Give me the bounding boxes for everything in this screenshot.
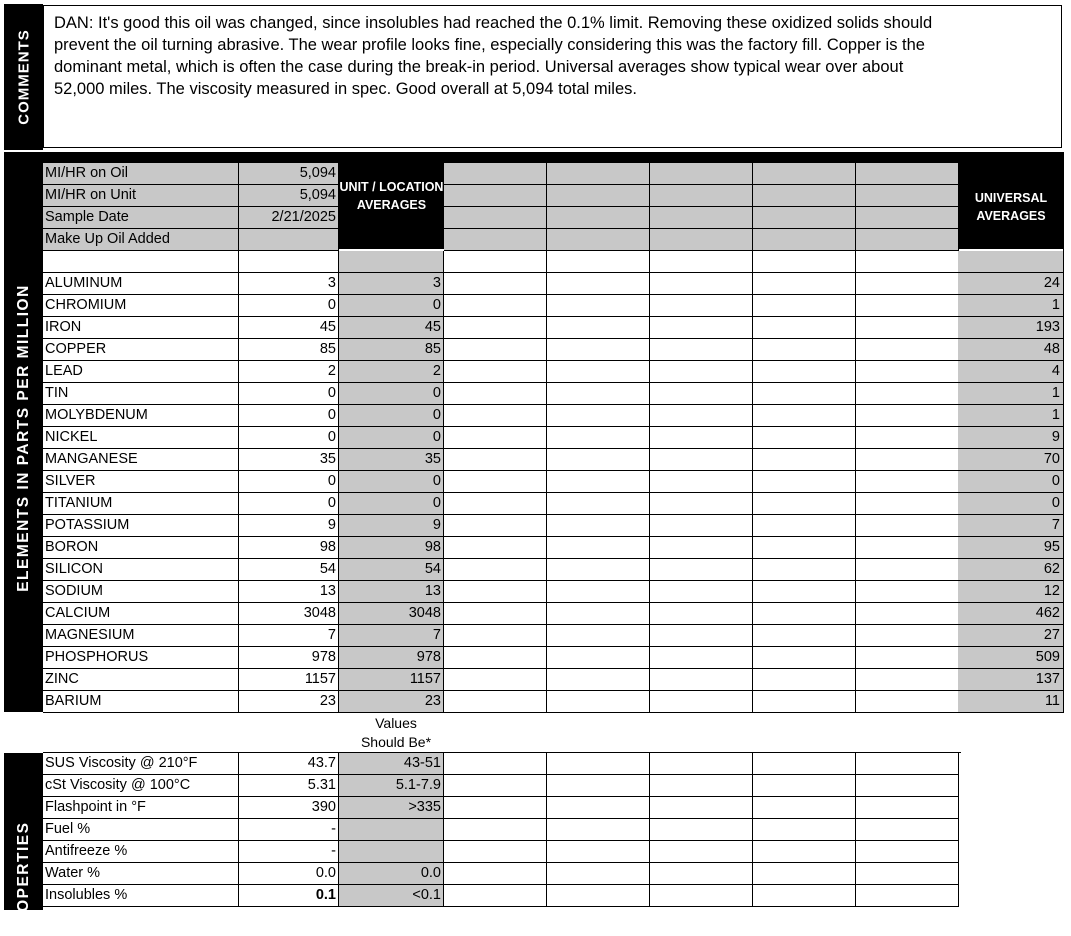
element-universal-average: 193 <box>958 317 1064 339</box>
empty-cell <box>753 775 856 797</box>
empty-cell <box>753 449 856 471</box>
empty-cell <box>753 537 856 559</box>
empty-cell <box>547 163 650 185</box>
empty-cell <box>444 515 547 537</box>
property-name: Antifreeze % <box>43 841 239 863</box>
element-name: SILICON <box>43 559 239 581</box>
empty-cell <box>444 317 547 339</box>
element-name: ZINC <box>43 669 239 691</box>
element-average: 0 <box>339 471 444 493</box>
element-value: 35 <box>239 449 339 471</box>
empty-cell <box>753 515 856 537</box>
empty-cell <box>753 559 856 581</box>
empty-cell <box>753 229 856 251</box>
element-universal-average: 7 <box>958 515 1064 537</box>
empty-cell <box>547 317 650 339</box>
element-name: MANGANESE <box>43 449 239 471</box>
element-universal-average: 0 <box>958 471 1064 493</box>
empty-cell <box>650 449 753 471</box>
element-name: MAGNESIUM <box>43 625 239 647</box>
element-universal-average: 62 <box>958 559 1064 581</box>
empty-cell <box>444 603 547 625</box>
element-universal-average: 462 <box>958 603 1064 625</box>
empty-cell <box>753 405 856 427</box>
empty-cell <box>650 427 753 449</box>
empty-cell <box>444 797 547 819</box>
element-name: MOLYBDENUM <box>43 405 239 427</box>
property-name: Water % <box>43 863 239 885</box>
empty-cell <box>753 383 856 405</box>
element-universal-average: 1 <box>958 405 1064 427</box>
empty-cell <box>547 775 650 797</box>
empty-cell <box>958 251 1064 273</box>
empty-cell <box>856 647 959 669</box>
property-spec <box>339 841 444 863</box>
element-value: 45 <box>239 317 339 339</box>
empty-cell <box>650 471 753 493</box>
empty-cell <box>856 691 959 713</box>
values-header-line1: Values <box>375 715 417 731</box>
values-header-line2: Should Be* <box>360 734 432 750</box>
empty-cell <box>444 863 547 885</box>
empty-cell <box>856 515 959 537</box>
element-name: TITANIUM <box>43 493 239 515</box>
empty-cell <box>547 691 650 713</box>
element-average: 0 <box>339 295 444 317</box>
empty-cell <box>444 361 547 383</box>
empty-cell <box>856 339 959 361</box>
element-average: 85 <box>339 339 444 361</box>
element-value: 9 <box>239 515 339 537</box>
element-average: 45 <box>339 317 444 339</box>
empty-cell <box>547 603 650 625</box>
empty-cell <box>547 537 650 559</box>
empty-cell <box>444 841 547 863</box>
property-spec: 0.0 <box>339 863 444 885</box>
empty-cell <box>444 229 547 251</box>
empty-cell <box>444 339 547 361</box>
empty-cell <box>547 797 650 819</box>
element-universal-average: 11 <box>958 691 1064 713</box>
empty-cell <box>856 207 959 229</box>
empty-cell <box>650 625 753 647</box>
empty-cell <box>547 863 650 885</box>
empty-cell <box>650 841 753 863</box>
property-value: - <box>239 841 339 863</box>
empty-cell <box>444 885 547 907</box>
empty-cell <box>547 471 650 493</box>
info-value: 5,094 <box>239 185 339 207</box>
empty-cell <box>650 295 753 317</box>
property-name: Fuel % <box>43 819 239 841</box>
element-average: 23 <box>339 691 444 713</box>
empty-cell <box>650 207 753 229</box>
empty-cell <box>444 273 547 295</box>
empty-cell <box>753 841 856 863</box>
element-value: 0 <box>239 427 339 449</box>
empty-cell <box>856 383 959 405</box>
empty-cell <box>650 669 753 691</box>
empty-cell <box>650 753 753 775</box>
info-label: MI/HR on Oil <box>43 163 239 185</box>
empty-cell <box>650 775 753 797</box>
info-label: Make Up Oil Added <box>43 229 239 251</box>
element-name: BARIUM <box>43 691 239 713</box>
universal-averages-title: UNIVERSAL AVERAGES <box>974 191 1048 223</box>
element-name: COPPER <box>43 339 239 361</box>
element-name: CALCIUM <box>43 603 239 625</box>
empty-cell <box>444 819 547 841</box>
empty-cell <box>650 229 753 251</box>
empty-cell <box>547 515 650 537</box>
empty-cell <box>856 427 959 449</box>
empty-cell <box>753 361 856 383</box>
empty-cell <box>239 251 339 273</box>
empty-cell <box>753 163 856 185</box>
property-spec <box>339 819 444 841</box>
element-universal-average: 48 <box>958 339 1064 361</box>
empty-cell <box>856 753 959 775</box>
element-average: 0 <box>339 493 444 515</box>
property-name: Flashpoint in °F <box>43 797 239 819</box>
element-average: 13 <box>339 581 444 603</box>
info-row <box>43 207 1064 229</box>
element-value: 3048 <box>239 603 339 625</box>
info-label: MI/HR on Unit <box>43 185 239 207</box>
elements-label: ELEMENTS IN PARTS PER MILLION <box>14 283 32 592</box>
empty-cell <box>444 559 547 581</box>
empty-cell <box>650 603 753 625</box>
empty-cell <box>753 647 856 669</box>
element-name: PHOSPHORUS <box>43 647 239 669</box>
element-value: 7 <box>239 625 339 647</box>
comments-sidebar <box>4 4 43 150</box>
empty-cell <box>650 163 753 185</box>
element-name: SODIUM <box>43 581 239 603</box>
property-value: 0.0 <box>239 863 339 885</box>
element-universal-average: 509 <box>958 647 1064 669</box>
empty-cell <box>547 625 650 647</box>
empty-cell <box>650 273 753 295</box>
info-row <box>43 185 1064 207</box>
empty-cell <box>650 383 753 405</box>
empty-cell <box>856 295 959 317</box>
empty-cell <box>753 251 856 273</box>
empty-cell <box>547 273 650 295</box>
element-universal-average: 24 <box>958 273 1064 295</box>
empty-cell <box>650 537 753 559</box>
empty-cell <box>753 819 856 841</box>
property-name: SUS Viscosity @ 210°F <box>43 753 239 775</box>
element-value: 1157 <box>239 669 339 691</box>
elements-sidebar <box>4 163 43 712</box>
empty-cell <box>547 449 650 471</box>
empty-cell <box>444 625 547 647</box>
empty-cell <box>650 405 753 427</box>
empty-cell <box>547 185 650 207</box>
empty-cell <box>547 669 650 691</box>
empty-cell <box>856 797 959 819</box>
empty-cell <box>650 819 753 841</box>
element-value: 978 <box>239 647 339 669</box>
empty-cell <box>856 251 959 273</box>
empty-cell <box>650 493 753 515</box>
element-average: 3048 <box>339 603 444 625</box>
empty-cell <box>547 647 650 669</box>
element-universal-average: 70 <box>958 449 1064 471</box>
empty-cell <box>43 251 239 273</box>
property-spec: 43-51 <box>339 753 444 775</box>
empty-cell <box>753 185 856 207</box>
empty-cell <box>444 383 547 405</box>
element-average: 3 <box>339 273 444 295</box>
element-universal-average: 4 <box>958 361 1064 383</box>
element-universal-average: 12 <box>958 581 1064 603</box>
element-average: 98 <box>339 537 444 559</box>
property-spec: >335 <box>339 797 444 819</box>
element-name: POTASSIUM <box>43 515 239 537</box>
empty-cell <box>547 559 650 581</box>
empty-cell <box>753 691 856 713</box>
info-row <box>43 163 1064 185</box>
empty-cell <box>856 449 959 471</box>
info-value: 5,094 <box>239 163 339 185</box>
empty-cell <box>547 207 650 229</box>
info-row <box>43 229 1064 251</box>
empty-cell <box>753 339 856 361</box>
element-value: 0 <box>239 383 339 405</box>
empty-cell <box>444 449 547 471</box>
empty-cell <box>753 317 856 339</box>
empty-cell <box>856 885 959 907</box>
property-value: 390 <box>239 797 339 819</box>
empty-cell <box>547 427 650 449</box>
empty-cell <box>444 691 547 713</box>
element-value: 0 <box>239 493 339 515</box>
empty-cell <box>856 229 959 251</box>
empty-cell <box>547 229 650 251</box>
info-label: Sample Date <box>43 207 239 229</box>
values-should-be-header <box>345 714 447 752</box>
element-average: 7 <box>339 625 444 647</box>
element-name: SILVER <box>43 471 239 493</box>
empty-cell <box>753 625 856 647</box>
element-name: BORON <box>43 537 239 559</box>
empty-cell <box>547 251 650 273</box>
empty-cell <box>856 819 959 841</box>
empty-cell <box>856 317 959 339</box>
element-universal-average: 9 <box>958 427 1064 449</box>
element-average: 9 <box>339 515 444 537</box>
element-average: 35 <box>339 449 444 471</box>
empty-cell <box>753 427 856 449</box>
comments-text: DAN: It's good this oil was changed, since insolubles had reached the 0.1% limit. Removing these oxidized solids should prevent the oil turning abrasive. The wear profile looks fine, especially considering this was the factory fill. Copper is the dominant metal, which is often the case during the break-in period. Universal averages show typical wear over about 52,000 miles. The viscosity measured in spec. Good overall at 5,094 total miles. <box>54 14 933 98</box>
empty-cell <box>444 471 547 493</box>
element-universal-average: 1 <box>958 295 1064 317</box>
empty-cell <box>650 581 753 603</box>
element-value: 0 <box>239 471 339 493</box>
empty-cell <box>547 295 650 317</box>
element-value: 54 <box>239 559 339 581</box>
empty-cell <box>650 317 753 339</box>
element-average: 0 <box>339 405 444 427</box>
empty-cell <box>444 163 547 185</box>
empty-cell <box>753 581 856 603</box>
empty-cell <box>444 537 547 559</box>
empty-cell <box>856 537 959 559</box>
empty-cell <box>753 885 856 907</box>
empty-cell <box>856 603 959 625</box>
empty-cell <box>650 691 753 713</box>
property-name: cSt Viscosity @ 100°C <box>43 775 239 797</box>
empty-cell <box>444 753 547 775</box>
empty-cell <box>856 863 959 885</box>
empty-cell <box>547 361 650 383</box>
property-spec: 5.1-7.9 <box>339 775 444 797</box>
element-name: LEAD <box>43 361 239 383</box>
element-value: 0 <box>239 295 339 317</box>
empty-cell <box>856 163 959 185</box>
empty-cell <box>753 797 856 819</box>
element-name: CHROMIUM <box>43 295 239 317</box>
empty-cell <box>650 647 753 669</box>
element-average: 2 <box>339 361 444 383</box>
element-average: 54 <box>339 559 444 581</box>
property-name: Insolubles % <box>43 885 239 907</box>
empty-cell <box>856 493 959 515</box>
empty-cell <box>856 185 959 207</box>
empty-cell <box>444 207 547 229</box>
info-value <box>239 229 339 251</box>
element-average: 978 <box>339 647 444 669</box>
empty-cell <box>547 581 650 603</box>
empty-cell <box>753 603 856 625</box>
property-value: - <box>239 819 339 841</box>
element-value: 85 <box>239 339 339 361</box>
element-average: 0 <box>339 383 444 405</box>
empty-cell <box>753 471 856 493</box>
empty-cell <box>444 185 547 207</box>
empty-cell <box>650 797 753 819</box>
empty-cell <box>444 295 547 317</box>
empty-cell <box>650 885 753 907</box>
empty-cell <box>856 405 959 427</box>
comments-box <box>43 5 1062 148</box>
unit-averages-title: UNIT / LOCATION AVERAGES <box>339 180 444 212</box>
empty-cell <box>650 515 753 537</box>
empty-cell <box>856 361 959 383</box>
empty-cell <box>547 383 650 405</box>
empty-cell <box>856 273 959 295</box>
empty-cell <box>339 251 444 273</box>
element-universal-average: 1 <box>958 383 1064 405</box>
empty-cell <box>650 559 753 581</box>
empty-cell <box>753 669 856 691</box>
empty-cell <box>856 559 959 581</box>
empty-cell <box>650 339 753 361</box>
element-value: 98 <box>239 537 339 559</box>
empty-cell <box>547 841 650 863</box>
empty-cell <box>856 841 959 863</box>
empty-cell <box>444 647 547 669</box>
element-universal-average: 0 <box>958 493 1064 515</box>
element-name: NICKEL <box>43 427 239 449</box>
empty-cell <box>856 775 959 797</box>
element-name: IRON <box>43 317 239 339</box>
property-value: 0.1 <box>239 885 339 907</box>
empty-cell <box>547 405 650 427</box>
empty-cell <box>753 863 856 885</box>
empty-cell <box>547 885 650 907</box>
empty-cell <box>650 251 753 273</box>
empty-cell <box>547 493 650 515</box>
empty-cell <box>547 819 650 841</box>
element-universal-average: 27 <box>958 625 1064 647</box>
empty-cell <box>444 405 547 427</box>
empty-cell <box>650 185 753 207</box>
empty-cell <box>444 775 547 797</box>
empty-cell <box>444 251 547 273</box>
element-value: 2 <box>239 361 339 383</box>
empty-cell <box>650 863 753 885</box>
element-value: 0 <box>239 405 339 427</box>
element-value: 3 <box>239 273 339 295</box>
empty-cell <box>753 295 856 317</box>
element-universal-average: 137 <box>958 669 1064 691</box>
empty-cell <box>650 361 753 383</box>
empty-cell <box>753 753 856 775</box>
empty-cell <box>444 581 547 603</box>
element-name: ALUMINUM <box>43 273 239 295</box>
empty-cell <box>444 669 547 691</box>
empty-cell <box>753 207 856 229</box>
element-value: 13 <box>239 581 339 603</box>
element-average: 0 <box>339 427 444 449</box>
empty-cell <box>856 581 959 603</box>
element-average: 1157 <box>339 669 444 691</box>
property-value: 43.7 <box>239 753 339 775</box>
properties-label: PROPERTIES <box>14 821 32 936</box>
empty-cell <box>856 669 959 691</box>
empty-cell <box>753 493 856 515</box>
empty-cell <box>856 471 959 493</box>
element-name: TIN <box>43 383 239 405</box>
empty-cell <box>444 427 547 449</box>
properties-sidebar <box>4 753 43 936</box>
info-value: 2/21/2025 <box>239 207 339 229</box>
property-value: 5.31 <box>239 775 339 797</box>
empty-cell <box>753 273 856 295</box>
empty-cell <box>856 625 959 647</box>
empty-cell <box>547 339 650 361</box>
empty-cell <box>547 753 650 775</box>
element-value: 23 <box>239 691 339 713</box>
comments-label: COMMENTS <box>15 29 32 125</box>
element-universal-average: 95 <box>958 537 1064 559</box>
empty-cell <box>444 493 547 515</box>
property-spec: <0.1 <box>339 885 444 907</box>
